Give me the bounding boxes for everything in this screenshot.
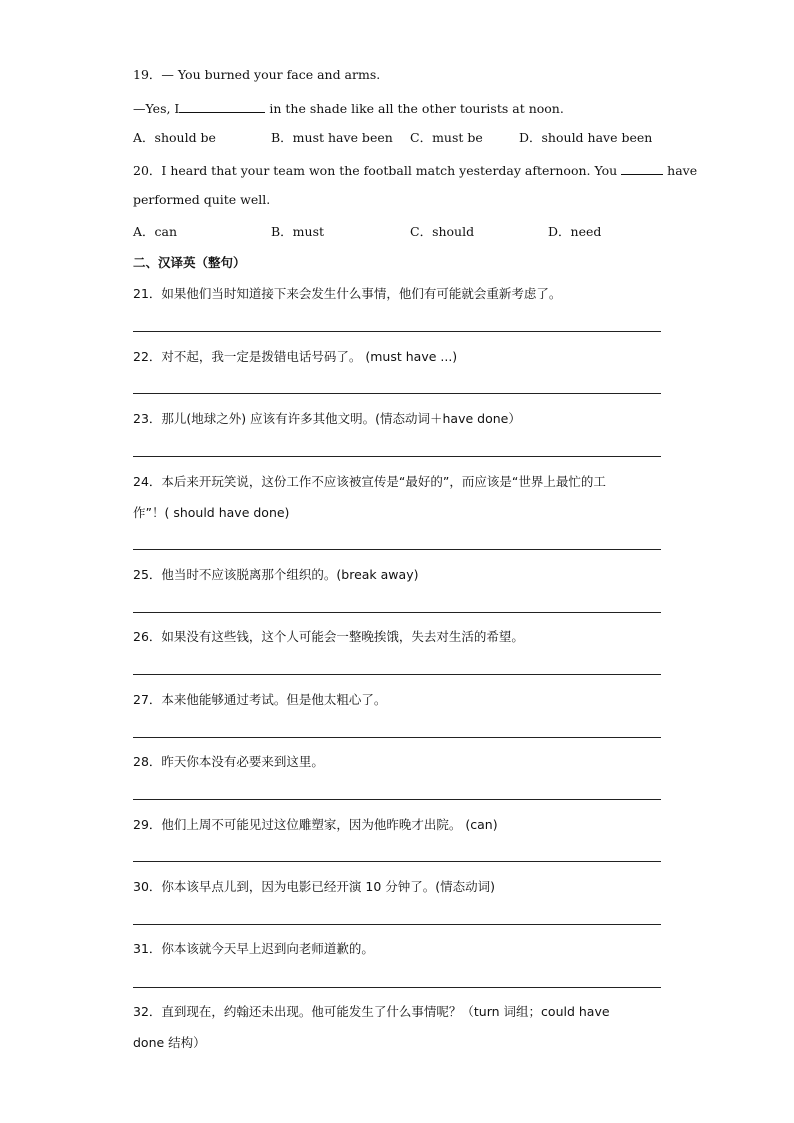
question-23-text: 23．那儿(地球之外) 应该有许多其他文明。(情态动词＋have done） — [133, 411, 521, 426]
question-28-text: 28．昨天你本没有必要来到这里。 — [133, 754, 324, 769]
question-20-option-a[interactable]: A．can — [133, 224, 178, 239]
question-20-option-b[interactable]: B．must — [271, 224, 325, 239]
section-2-title: 二、汉译英（整句） — [133, 255, 246, 270]
question-31-answer-line[interactable] — [133, 987, 661, 988]
question-20-text-start: 20．I heard that your team won the football match yesterday afternoon. You — [133, 163, 622, 178]
question-29-text: 29．他们上周不可能见过这位雕塑家，因为他昨晚才出院。 (can) — [133, 817, 498, 832]
question-22-text: 22．对不起，我一定是拨错电话号码了。 (must have ...) — [133, 349, 458, 364]
question-19-response — [133, 99, 564, 117]
question-20-blank — [621, 161, 663, 175]
question-25-text: 25．他当时不应该脱离那个组织的。(break away) — [133, 567, 419, 582]
question-19-response-start: —Yes, I — [133, 101, 180, 116]
question-27-text: 27．本来他能够通过考试。但是他太粗心了。 — [133, 692, 387, 707]
question-31-text: 31．你本该就今天早上迟到向老师道歉的。 — [133, 941, 374, 956]
question-19-response-end: in the shade like all the other tourists at noon. — [265, 101, 564, 116]
question-30-text: 30．你本该早点儿到，因为电影已经开演 10 分钟了。(情态动词) — [133, 879, 496, 894]
question-19-option-d[interactable]: D．should have been — [519, 130, 653, 145]
question-27-answer-line[interactable] — [133, 737, 661, 738]
question-20-text-end: have — [663, 163, 698, 178]
question-32-text-line2: done 结构） — [133, 1035, 206, 1050]
question-21-answer-line[interactable] — [133, 331, 661, 332]
question-24-text: 24．本后来开玩笑说，这份工作不应该被宣传是“最好的”，而应该是“世界上最忙的工 — [133, 474, 606, 489]
question-24-text-line2: 作”！( should have done) — [133, 505, 290, 520]
question-30-answer-line[interactable] — [133, 924, 661, 925]
question-19-option-c[interactable]: C．must be — [410, 130, 483, 145]
question-25-answer-line[interactable] — [133, 612, 661, 613]
question-29-answer-line[interactable] — [133, 861, 661, 862]
question-32-text: 32．直到现在，约翰还未出现。他可能发生了什么事情呢？（turn 词组；could have — [133, 1004, 610, 1019]
question-21-text: 21．如果他们当时知道接下来会发生什么事情，他们有可能就会重新考虑了。 — [133, 286, 562, 301]
question-19-prompt — [133, 67, 380, 83]
question-24-answer-line[interactable] — [133, 549, 661, 550]
question-20-option-d[interactable]: D．need — [548, 224, 602, 239]
question-19-blank — [179, 99, 265, 113]
question-19-options — [133, 130, 661, 146]
question-26-text: 26．如果没有这些钱，这个人可能会一整晚挨饿，失去对生活的希望。 — [133, 629, 524, 644]
question-20-continuation — [133, 192, 270, 208]
question-20-option-c[interactable]: C．should — [410, 224, 475, 239]
question-23-answer-line[interactable] — [133, 456, 661, 457]
question-20-text-line2: performed quite well. — [133, 192, 271, 207]
question-19-option-a[interactable]: A．should be — [133, 130, 216, 145]
question-19-text: 19．— You burned your face and arms. — [133, 67, 381, 82]
question-20-prompt — [133, 161, 697, 179]
question-26-answer-line[interactable] — [133, 674, 661, 675]
question-19-option-b[interactable]: B．must have been — [271, 130, 393, 145]
question-20-options — [133, 224, 661, 240]
question-22-answer-line[interactable] — [133, 393, 661, 394]
question-28-answer-line[interactable] — [133, 799, 661, 800]
